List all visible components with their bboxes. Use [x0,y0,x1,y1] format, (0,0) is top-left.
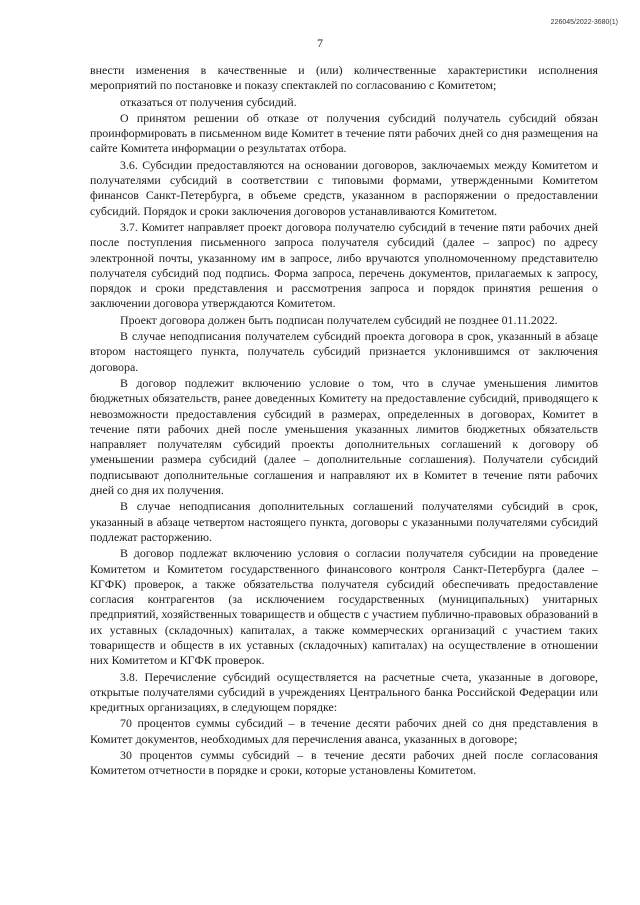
paragraph: 3.6. Субсидии предоставляются на основании договоров, заключаемых между Комитетом и получателями субсидий в соответствии с типовыми формами, утвержденными Комитетом финансов Санкт-Петербурга, в объеме средств, указанном в распоряжении о предоставлении субсидий. Порядок и сроки заключения договоров устанавливаются Комитетом. [90,157,598,218]
paragraph: 70 процентов суммы субсидий – в течение десяти рабочих дней со дня представления в Комитет документов, необходимых для перечисления аванса, указанных в договоре; [90,716,598,746]
document-registration-number: 226045/2022-3680(1) [550,19,618,26]
paragraph: внести изменения в качественные и (или) количественные характеристики исполнения мероприятий по постановке и показу спектаклей по согласованию с Комитетом; [90,63,598,93]
paragraph: отказаться от получения субсидий. [120,94,297,109]
paragraph: В договор подлежат включению условия о согласии получателя субсидии на проведение Комитетом и Комитетом государственного финансового контроля Санкт-Петербурга (далее – КГФК) проверок, а также обязательства получателя субсидий обеспечивать предоставление согласия контрагентов (за исключением государственных (муниципальных) унитарных предприятий, хозяйственных товариществ и обществ с участием публично-правовых образований в их уставных (складочных) капиталах, а также коммерческих организаций с участием таких товариществ и обществ в их уставных (складочных) капиталах) на осуществление в отношении них Комитетом и КГФК проверок. [90,546,598,668]
paragraph: 3.8. Перечисление субсидий осуществляется на расчетные счета, указанные в договоре, открытые получателями субсидий в учреждениях Центрального банка Российской Федерации или кредитных организациях, в следующем порядке: [90,669,598,715]
document-body [90,63,598,780]
paragraph: В случае неподписания дополнительных соглашений получателями субсидий в срок, указанный в абзаце четвертом настоящего пункта, договоры с указанными получателями субсидий подлежат расторжению. [90,499,598,544]
paragraph: В случае неподписания получателем субсидий проекта договора в срок, указанный в абзаце втором настоящего пункта, получатель субсидий признается уклонившимся от заключения договора. [90,329,598,374]
paragraph: О принятом решении об отказе от получения субсидий получатель субсидий обязан проинформировать в письменном виде Комитет в течение пяти рабочих дней со дня размещения на сайте Комитета информации о результатах отбора. [90,110,598,156]
page-number: 7 [317,36,323,50]
paragraph: Проект договора должен быть подписан получателем субсидий не позднее 01.11.2022. [120,312,558,327]
paragraph: 3.7. Комитет направляет проект договора получателю субсидий в течение пяти рабочих дней после поступления письменного запроса получателя субсидий (далее – запрос) по адресу электронной почты, указанному им в запросе, либо вручаются уполномоченному представителю получателя субсидий под подпись. Форма запроса, перечень документов, прилагаемых к запросу, порядок и сроки представления и рассмотрения запроса и порядок принятия решения о заключении договора утверждаются Комитетом. [90,219,598,311]
paragraph: 30 процентов суммы субсидий – в течение десяти рабочих дней после согласования Комитетом отчетности в порядке и сроки, которые установлены Комитетом. [90,748,598,778]
paragraph: В договор подлежит включению условие о том, что в случае уменьшения лимитов бюджетных обязательств, ранее доведенных Комитету на предоставление субсидий, приводящего к невозможности предоставления субсидий в размерах, определенных в договорах, Комитет в течение пяти рабочих дней после уменьшения указанных лимитов бюджетных обязательств направляет получателям субсидий проекты дополнительных соглашений к договору об уменьшении размера субсидий (далее – дополнительные соглашения). Получатели субсидий подписывают дополнительные соглашения и направляют их в Комитет в течение пяти рабочих дней со дня их получения. [90,375,598,498]
